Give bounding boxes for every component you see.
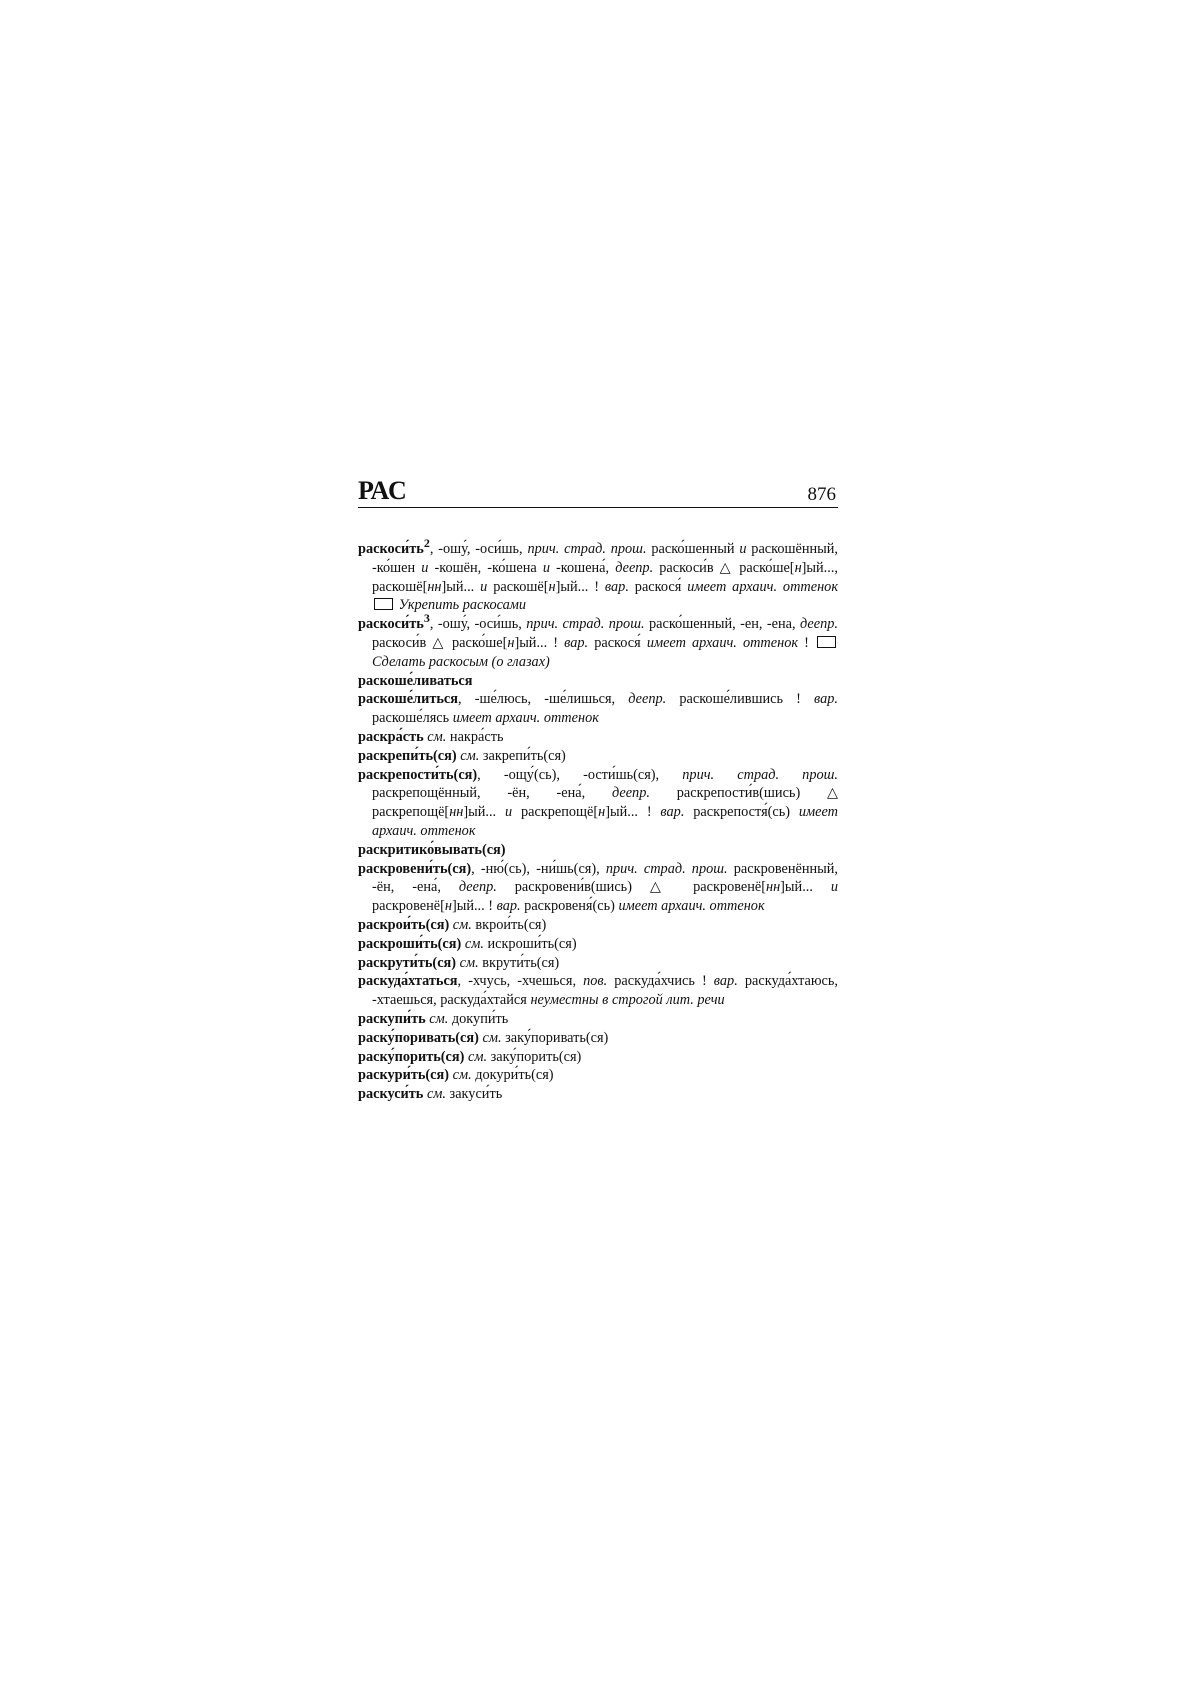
entry-text: , -ошу́, -оси́шь, [429,616,527,633]
entry-text: раскрепощённый, -ён, -ена́, [372,785,612,802]
dictionary-entry [358,954,838,973]
entry-text: раскоси́в △ раско́ше[ [653,559,795,576]
headword: раску́поривать(ся) [358,1029,479,1046]
grammar-label: деепр. [458,879,497,896]
headword: раскритико́вывать(ся) [358,841,506,858]
grammar-label: нн [427,578,442,595]
grammar-label: н [507,634,515,651]
grammar-label: нн [449,804,464,821]
entry-text: раско́шенный, -ен, -ена, [644,616,801,633]
grammar-label: имеет архаич. оттенок [646,634,799,651]
entry-text: ]ый... ! [605,804,661,821]
entry-text: раскоше́лясь [372,710,453,727]
entry-text: раскошённый, -ко́шен [372,541,838,576]
entry-text: ]ый... ! [555,578,605,595]
grammar-label: деепр. [800,616,838,633]
grammar-label: Укрепить раскосами [398,597,527,614]
grammar-label: деепр. [611,785,650,802]
grammar-label: прич. страд. прош. [682,766,838,783]
headword: раскрути́ть(ся) [358,954,457,971]
grammar-label: см. [426,1086,446,1103]
entry-text: заку́поривать(ся) [501,1029,609,1046]
dictionary-entry [358,766,838,841]
grammar-label: см. [429,1010,449,1027]
headword: раскрепости́ть(ся) [358,766,478,783]
grammar-label: вар. [713,973,738,990]
grammar-label: вар. [496,898,521,915]
grammar-label: прич. страд. прош. [605,860,728,877]
grammar-label: см. [482,1029,502,1046]
entry-text: искроши́ть(ся) [483,935,577,952]
entry-text: вкрути́ть(ся) [478,954,560,971]
entry-text: раскровенённый, -ён, -ена́, [372,860,839,896]
grammar-label: имеет архаич. оттенок [687,578,839,595]
entry-list [358,536,839,1104]
entry-text: раскровени́в(шись) △ раскровенё[ [496,879,766,896]
entry-text: , -ню́(сь), -ни́шь(ся), [471,860,606,877]
entry-text: раскрепощё[ [512,804,599,821]
grammar-label: и [830,879,838,896]
grammar-label: см. [452,1067,472,1084]
entry-text: раскоси́в △ раско́ше[ [372,634,508,651]
dictionary-entry [358,916,838,935]
headword: раскури́ть(ся) [358,1067,450,1084]
entry-text: раскуда́хтаюсь, -хтаешься, раскуда́хтайся [372,973,838,1009]
dictionary-entry [358,860,838,916]
entry-text: раскровеня́(сь) [520,898,619,915]
headword: раску́порить(ся) [358,1048,465,1065]
grammar-label: см. [460,747,480,764]
grammar-label: Сделать раскосым (о глазах) [372,653,550,670]
headword: раскровени́ть(ся) [358,860,472,877]
dictionary-entry [358,1010,838,1029]
dictionary-entry [358,611,838,671]
grammar-label: прич. страд. прош. [526,616,645,633]
entry-text: ]ый... ! [451,898,497,915]
grammar-label: н [548,578,556,595]
grammar-label: деепр. [615,559,654,576]
headword: раскоси́ть [358,616,424,633]
dictionary-entry [358,1029,838,1048]
headword: раскоше́ливаться [358,672,473,689]
grammar-label: и [421,559,429,576]
grammar-label: неуместны в строгой лит. речи [530,992,725,1009]
entry-text: раскося́ [588,634,647,651]
headword: раскроши́ть(ся) [358,935,462,952]
entry-text: раско́шенный [646,541,740,557]
entry-text: ]ый... [463,804,505,821]
grammar-label: имеет архаич. оттенок [372,804,838,839]
grammar-label: см. [464,935,484,952]
headword: раскоше́литься [358,691,458,708]
entry-text: вкрои́ть(ся) [471,916,547,933]
dictionary-entry [358,728,838,747]
grammar-label: см. [467,1048,488,1065]
running-head: РАС [358,476,407,505]
headword: раскрои́ть(ся) [358,916,450,933]
grammar-label: имеет архаич. оттенок [452,710,599,727]
dictionary-page [358,472,838,1104]
definition-box-icon [374,598,393,610]
entry-text: , -хчусь, -хчешься, [457,973,584,990]
grammar-label: н [598,804,606,821]
entry-text: ]ый... ! [514,634,565,651]
grammar-label: вар. [564,634,589,651]
entry-text: раскося́ [628,578,688,595]
grammar-label: и [542,559,550,576]
grammar-label: вар. [660,804,685,821]
entry-text: раскошё[ [487,578,549,595]
grammar-label: см. [452,916,472,933]
dictionary-entry [358,972,838,1010]
grammar-label: н [794,559,802,576]
grammar-label: вар. [814,691,838,708]
entry-text: , -ощу́(сь), -ости́шь(ся), [477,766,683,783]
page-number: 876 [807,484,836,505]
homonym-index: 3 [423,611,430,626]
entry-text: , -ошу́, -оси́шь, [429,541,528,557]
dictionary-entry [358,690,838,728]
entry-text: ]ый... [780,879,831,896]
dictionary-entry [358,841,838,860]
entry-text: накра́сть [446,728,504,745]
headword: раскра́сть [358,728,424,745]
entry-text: -кошена́, [549,559,616,576]
grammar-label: пов. [583,973,608,990]
homonym-index: 2 [423,536,430,551]
headword: раскоси́ть [358,541,424,557]
headword: раскуси́ть [358,1086,424,1103]
headword: раскрепи́ть(ся) [358,747,457,764]
entry-text: докупи́ть [448,1010,509,1027]
entry-text: заку́порить(ся) [487,1048,582,1065]
dictionary-entry [358,1066,838,1085]
headword: раскуда́хтаться [358,973,458,990]
grammar-label: н [444,898,452,915]
grammar-label: вар. [604,578,629,595]
page-header [358,472,838,508]
dictionary-entry [358,747,838,766]
dictionary-entry [358,672,838,691]
entry-text: закуси́ть [445,1086,503,1103]
entry-text: ]ый..., раскошё[ [372,559,838,595]
entry-text: закрепи́ть(ся) [479,747,566,764]
entry-text: раскровенё[ [372,898,445,915]
grammar-label: см. [459,954,479,971]
dictionary-entry [358,1085,838,1104]
grammar-label: нн [765,879,781,896]
dictionary-entry [358,1048,838,1067]
entry-text: ! [798,634,815,651]
headword: раскупи́ть [358,1010,426,1027]
entry-text: раскрепости́в(шись) △ раскрепощё[ [372,785,838,821]
entry-text: раскрепостя́(сь) [684,804,799,821]
grammar-label: и [504,804,513,821]
dictionary-entry [358,935,838,954]
entry-text: ]ый... [441,578,481,595]
grammar-label: имеет архаич. оттенок [618,898,765,915]
entry-text: -кошён, -ко́шена [428,559,543,576]
grammar-label: и [480,578,488,595]
grammar-label: деепр. [628,691,667,708]
entry-text: раскуда́хчись ! [607,973,714,990]
definition-box-icon [817,636,836,648]
grammar-label: и [739,541,747,557]
entry-text: докури́ть(ся) [471,1067,554,1084]
entry-text: раскоше́лившись ! [666,691,815,708]
dictionary-entry [358,536,839,615]
grammar-label: прич. страд. прош. [527,541,647,557]
grammar-label: см. [427,728,447,745]
entry-text: , -ше́люсь, -ше́лишься, [457,691,629,708]
